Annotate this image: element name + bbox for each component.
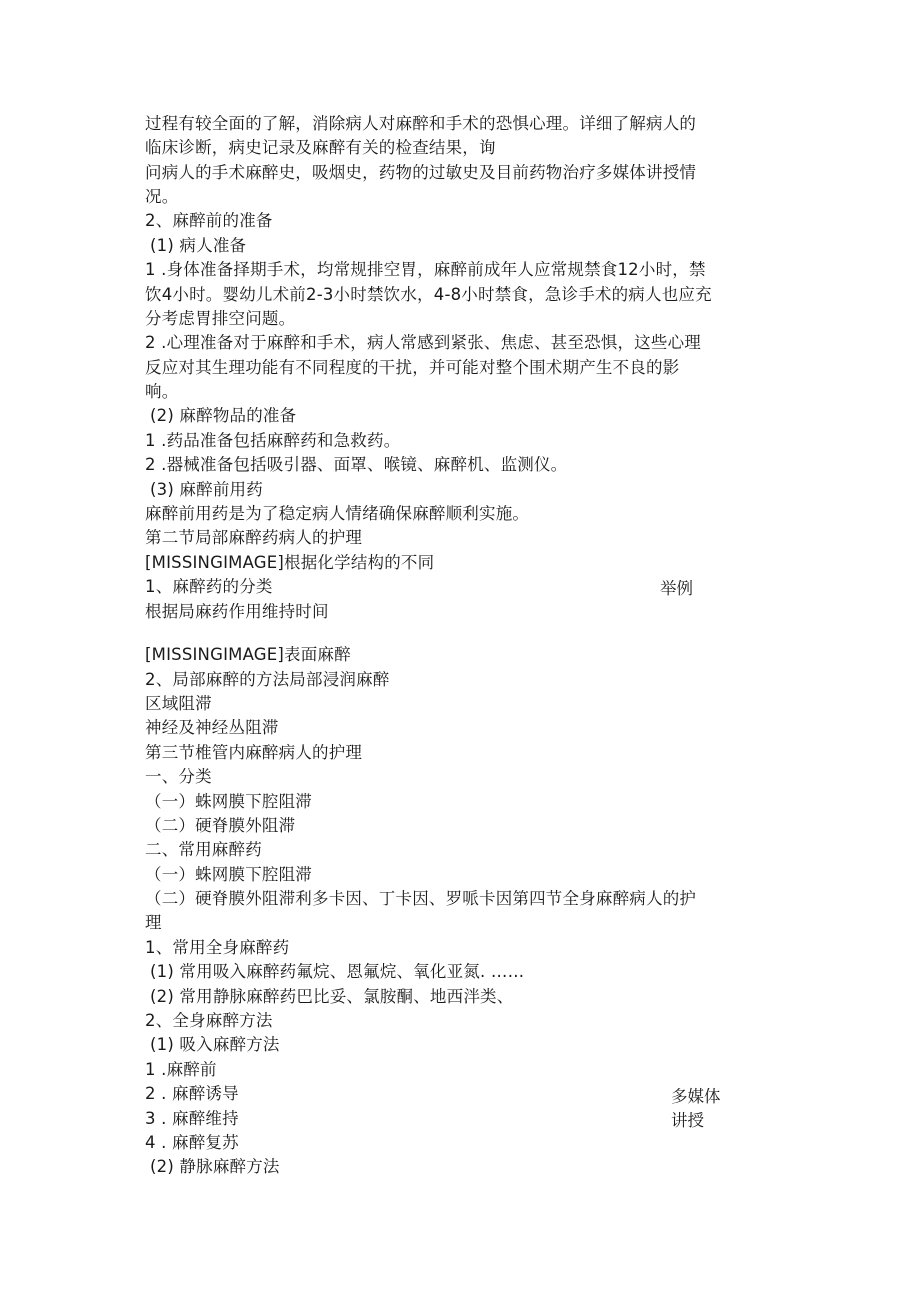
- text-line: [MISSINGIMAGE]表面麻醉: [145, 645, 351, 664]
- text-line: 1、常用全身麻醉药: [145, 938, 290, 957]
- text-line: [MISSINGIMAGE]根据化学结构的不同: [145, 553, 435, 572]
- text-line: 1 .麻醉前: [145, 1060, 217, 1079]
- subsection-heading: (2) 静脉麻醉方法: [150, 1157, 280, 1176]
- text-line: 况。: [145, 187, 179, 206]
- text-line: 2、局部麻醉的方法局部浸润麻醉: [145, 670, 390, 689]
- text-line: 2 .心理准备对于麻醉和手术，病人常感到紧张、焦虑、甚至恐惧，这些心理: [145, 333, 701, 352]
- text-line: 临床诊断，病史记录及麻醉有关的检查结果，询: [145, 138, 496, 157]
- text-line: 区域阻滞: [145, 694, 212, 713]
- side-note-example: 举例: [660, 579, 693, 598]
- subsection-heading: (2) 麻醉物品的准备: [150, 406, 297, 425]
- text-line: 2 .器械准备包括吸引器、面罩、喉镜、麻醉机、监测仪。: [145, 455, 568, 474]
- text-line: 2 . 麻醉诱导: [145, 1084, 239, 1103]
- side-note-multimedia: 多媒体: [671, 1087, 721, 1106]
- text-line: 1、麻醉药的分类: [145, 577, 273, 596]
- text-line: 4 . 麻醉复苏: [145, 1133, 239, 1152]
- text-line: 问病人的手术麻醉史，吸烟史，药物的过敏史及目前药物治疗多媒体讲授情: [145, 163, 697, 182]
- text-line: 1 .药品准备包括麻醉药和急救药。: [145, 431, 401, 450]
- text-line: 2、全身麻醉方法: [145, 1011, 273, 1030]
- text-line: (2) 常用静脉麻醉药巴比妥、氯胺酮、地西泮类、: [150, 987, 514, 1006]
- text-line: （一）蛛网膜下腔阻滞: [145, 865, 312, 884]
- side-note-lecture: 讲授: [671, 1111, 704, 1130]
- section-heading: 第三节椎管内麻醉病人的护理: [145, 743, 363, 762]
- text-line: （二）硬脊膜外阻滞利多卡因、丁卡因、罗哌卡因第四节全身麻醉病人的护: [145, 889, 697, 908]
- text-line: 1 .身体准备择期手术，均常规排空胃，麻醉前成年人应常规禁食12小时，禁: [145, 260, 706, 279]
- subsection-heading: (3) 麻醉前用药: [150, 480, 263, 499]
- text-line: 3 . 麻醉维持: [145, 1109, 239, 1128]
- text-line: 反应对其生理功能有不同程度的干扰，并可能对整个围术期产生不良的影: [145, 358, 680, 377]
- text-line: (1) 常用吸入麻醉药氟烷、恩氟烷、氧化亚氮. ……: [150, 962, 525, 981]
- text-line: 理: [145, 913, 162, 932]
- text-line: 根据局麻药作用维持时间: [145, 602, 329, 621]
- text-line: 麻醉前用药是为了稳定病人情绪确保麻醉顺利实施。: [145, 504, 530, 523]
- text-line: 分考虑胃排空问题。: [145, 309, 296, 328]
- text-line: 饮4小时。婴幼儿术前2-3小时禁饮水，4-8小时禁食，急诊手术的病人也应充: [145, 285, 712, 304]
- subsection-heading: (1) 病人准备: [150, 236, 247, 255]
- section-heading: 第二节局部麻醉药病人的护理: [145, 528, 363, 547]
- text-line: （二）硬脊膜外阻滞: [145, 816, 296, 835]
- text-line: 二、常用麻醉药: [145, 840, 262, 859]
- section-heading: 2、麻醉前的准备: [145, 211, 273, 230]
- text-line: （一）蛛网膜下腔阻滞: [145, 792, 312, 811]
- text-line: 一、分类: [145, 767, 212, 786]
- text-line: 响。: [145, 382, 179, 401]
- text-line: 过程有较全面的了解，消除病人对麻醉和手术的恐惧心理。详细了解病人的: [145, 114, 697, 133]
- text-line: 神经及神经丛阻滞: [145, 718, 279, 737]
- subsection-heading: (1) 吸入麻醉方法: [150, 1035, 280, 1054]
